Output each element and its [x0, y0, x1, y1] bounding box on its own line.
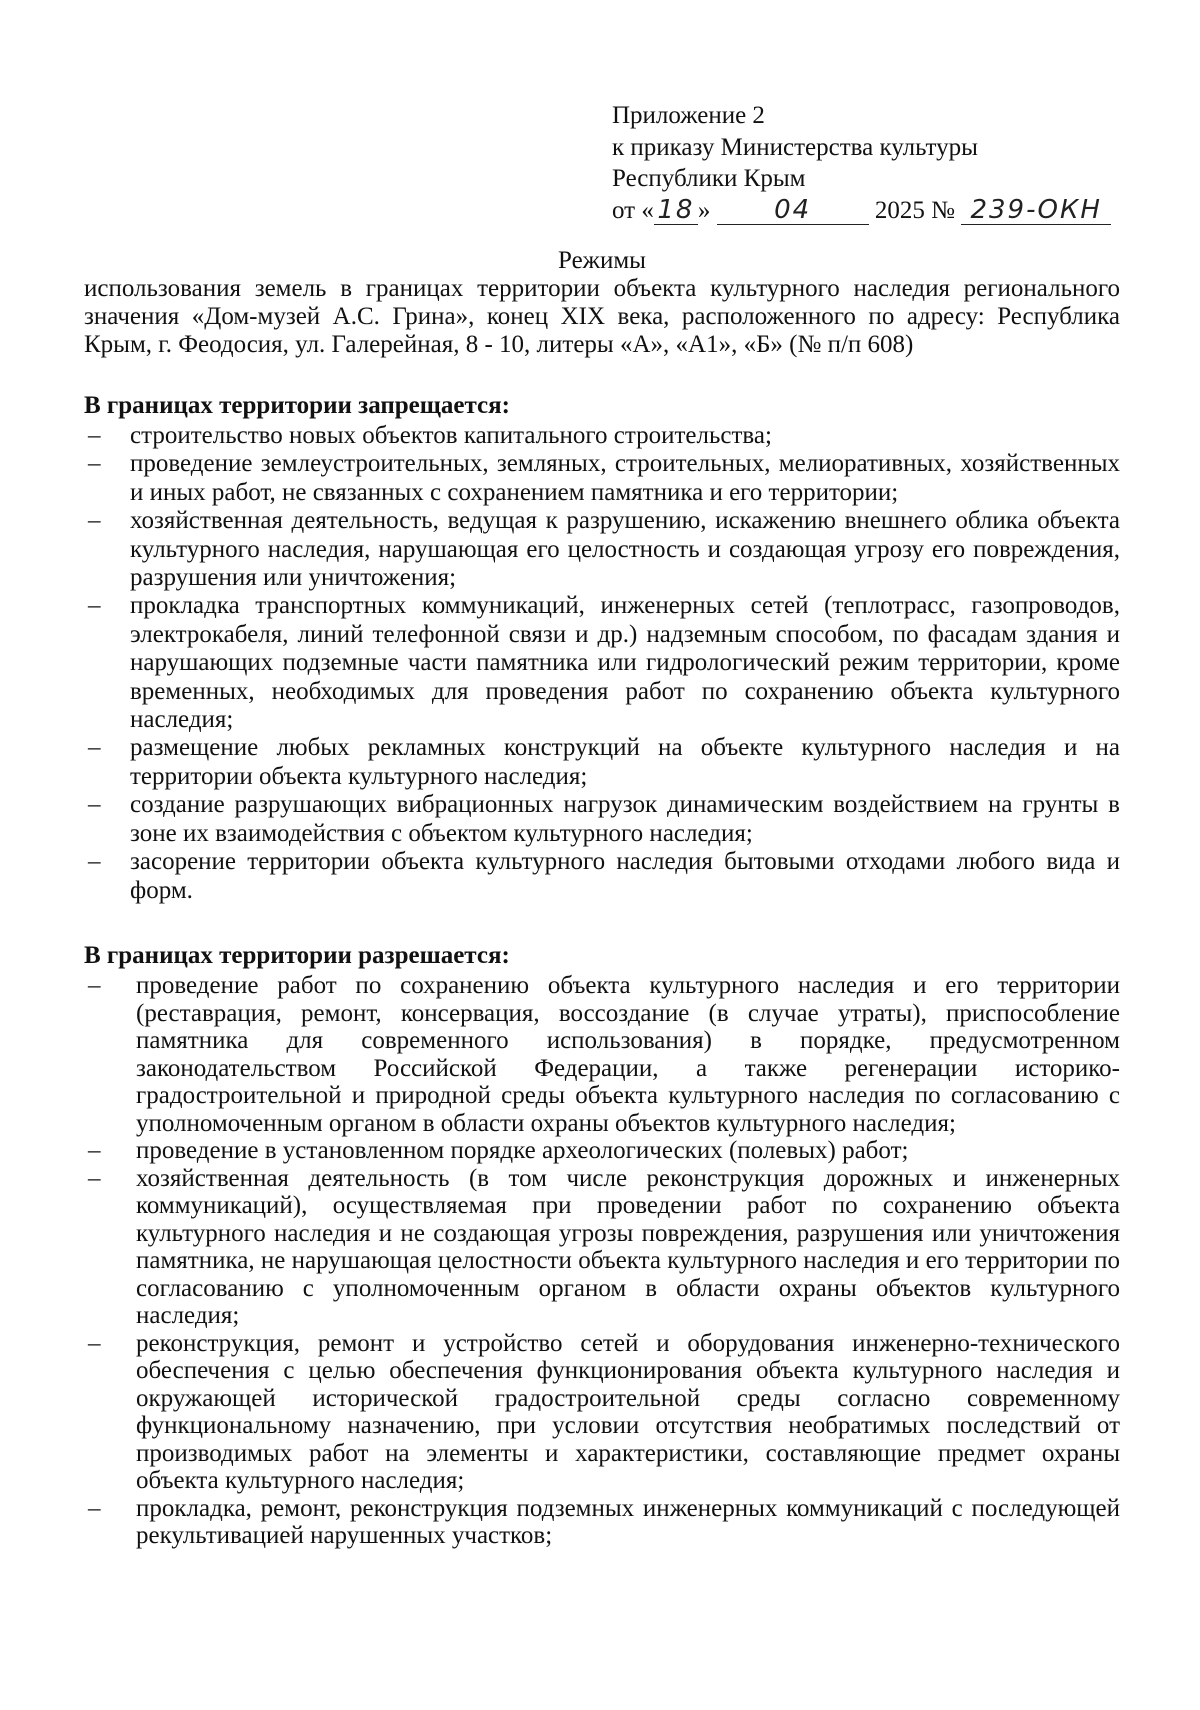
list-item-text: хозяйственная деятельность (в том числе реконструкция дорожных и инженерных коммуникаций), осуществляемая при проведении работ по сохранению объекта культурного наследия и не создающая угрозы повреждения, разрушения или уничтожения памятника, не нарушающая целостности объекта культурного наследия и его территории по согласованию с уполномоченным органом в области охраны объектов культурного наследия; [136, 1164, 1120, 1329]
list-item-text: засорение территории объекта культурного наследия бытовыми отходами любого вида и форм. [130, 848, 1120, 904]
list-item [84, 450, 1120, 507]
list-item-text: проведение работ по сохранению объекта культурного наследия и его территории (реставрация, ремонт, консервация, воссоздание (в случае утраты), приспособление памятника для современного использования) в порядке, предусмотренном законодательством Российской Федерации, а также регенерации историко-градостроительной и природной среды объекта культурного наследия по согласованию с уполномоченным органом в области охраны объектов культурного наследия; [136, 972, 1120, 1137]
order-reference: к приказу Министерства культуры [612, 133, 978, 161]
list-item-text: создание разрушающих вибрационных нагрузок динамическим воздействием на грунты в зоне их взаимодействия с объектом культурного наследия; [130, 791, 1120, 847]
title-description: использования земель в границах территории объекта культурного наследия регионального значения «Дом-музей А.С. Грина», конец XIX века, расположенного по адресу: Республика Крым, г. Феодосия, ул. Галерейная, 8 - 10, литеры «А», «А1», «Б» (№ п/п 608) [84, 275, 1120, 358]
prohibited-section [84, 392, 1120, 905]
list-item [84, 848, 1120, 905]
prohibited-heading: В границах территории запрещается: [84, 392, 511, 419]
bullet-dash: – [88, 450, 101, 478]
bullet-dash: – [88, 791, 101, 819]
list-item-text: проведение в установленном порядке археологических (полевых) работ; [136, 1137, 909, 1164]
bullet-dash: – [88, 1494, 101, 1522]
appendix-block [612, 100, 1132, 226]
list-item-text: прокладка, ремонт, реконструкция подземных инженерных коммуникаций с последующей рекультивацией нарушенных участков; [136, 1494, 1120, 1549]
prohibited-list [84, 422, 1120, 905]
title-heading: Режимы [558, 247, 646, 274]
list-item [84, 972, 1120, 1137]
bullet-dash: – [88, 592, 101, 620]
date-day-handwritten: 18 [657, 194, 695, 225]
list-item [84, 592, 1120, 734]
list-item [84, 791, 1120, 848]
list-item [84, 1495, 1120, 1550]
date-mid: » [697, 196, 711, 224]
bullet-dash: – [88, 1329, 101, 1357]
bullet-dash: – [88, 1164, 101, 1192]
list-item [84, 422, 1120, 450]
bullet-dash: – [88, 507, 101, 535]
list-item [84, 1330, 1120, 1495]
year-and-number-label: 2025 № [874, 196, 955, 224]
bullet-dash: – [88, 422, 101, 449]
ministry-region: Республики Крым [612, 165, 806, 192]
order-number-blank [961, 194, 1111, 225]
list-item-text: размещение любых рекламных конструкций на объекте культурного наследия и на территории объекта культурного наследия; [130, 734, 1120, 790]
date-month-handwritten: 04 [774, 194, 812, 225]
list-item [84, 1137, 1120, 1165]
document-title [84, 247, 1120, 359]
order-date-line [612, 195, 1132, 227]
bullet-dash: – [88, 848, 101, 876]
date-day-blank [654, 194, 698, 225]
permitted-section [84, 942, 1120, 1550]
permitted-list [84, 972, 1120, 1550]
list-item-text: хозяйственная деятельность, ведущая к разрушению, искажению внешнего облика объекта культурного наследия, нарушающая его целостность и создающая угрозу его повреждения, разрушения или уничтожения; [130, 507, 1120, 592]
bullet-dash: – [88, 972, 101, 999]
list-item-text: прокладка транспортных коммуникаций, инженерных сетей (теплотрасс, газопроводов, электрокабеля, линий телефонной связи и др.) надземным способом, по фасадам здания и нарушающих подземные части памятника или гидрологический режим территории, кроме временных, необходимых для проведения работ по сохранению объекта культурного наследия; [130, 592, 1120, 734]
order-number-handwritten: 239-ОКН [970, 194, 1102, 225]
list-item [84, 507, 1120, 592]
list-item [84, 1165, 1120, 1330]
bullet-dash: – [88, 734, 101, 762]
permitted-heading: В границах территории разрешается: [84, 942, 510, 969]
list-item [84, 734, 1120, 791]
date-month-blank [717, 194, 869, 225]
bullet-dash: – [88, 1137, 101, 1164]
appendix-label: Приложение 2 [612, 102, 765, 129]
date-prefix: от « [612, 196, 654, 224]
list-item-text: реконструкция, ремонт и устройство сетей и оборудования инженерно-технического обеспечения с целью обеспечения функционирования объекта культурного наследия и окружающей исторической градостроительной среды согласно современному функциональному назначению, при условии отсутствия необратимых последствий от производимых работ на элементы и характеристики, составляющие предмет охраны объекта культурного наследия; [136, 1329, 1120, 1494]
list-item-text: проведение землеустроительных, земляных, строительных, мелиоративных, хозяйственных и иных работ, не связанных с сохранением памятника и его территории; [130, 450, 1120, 506]
list-item-text: строительство новых объектов капитального строительства; [130, 422, 772, 449]
